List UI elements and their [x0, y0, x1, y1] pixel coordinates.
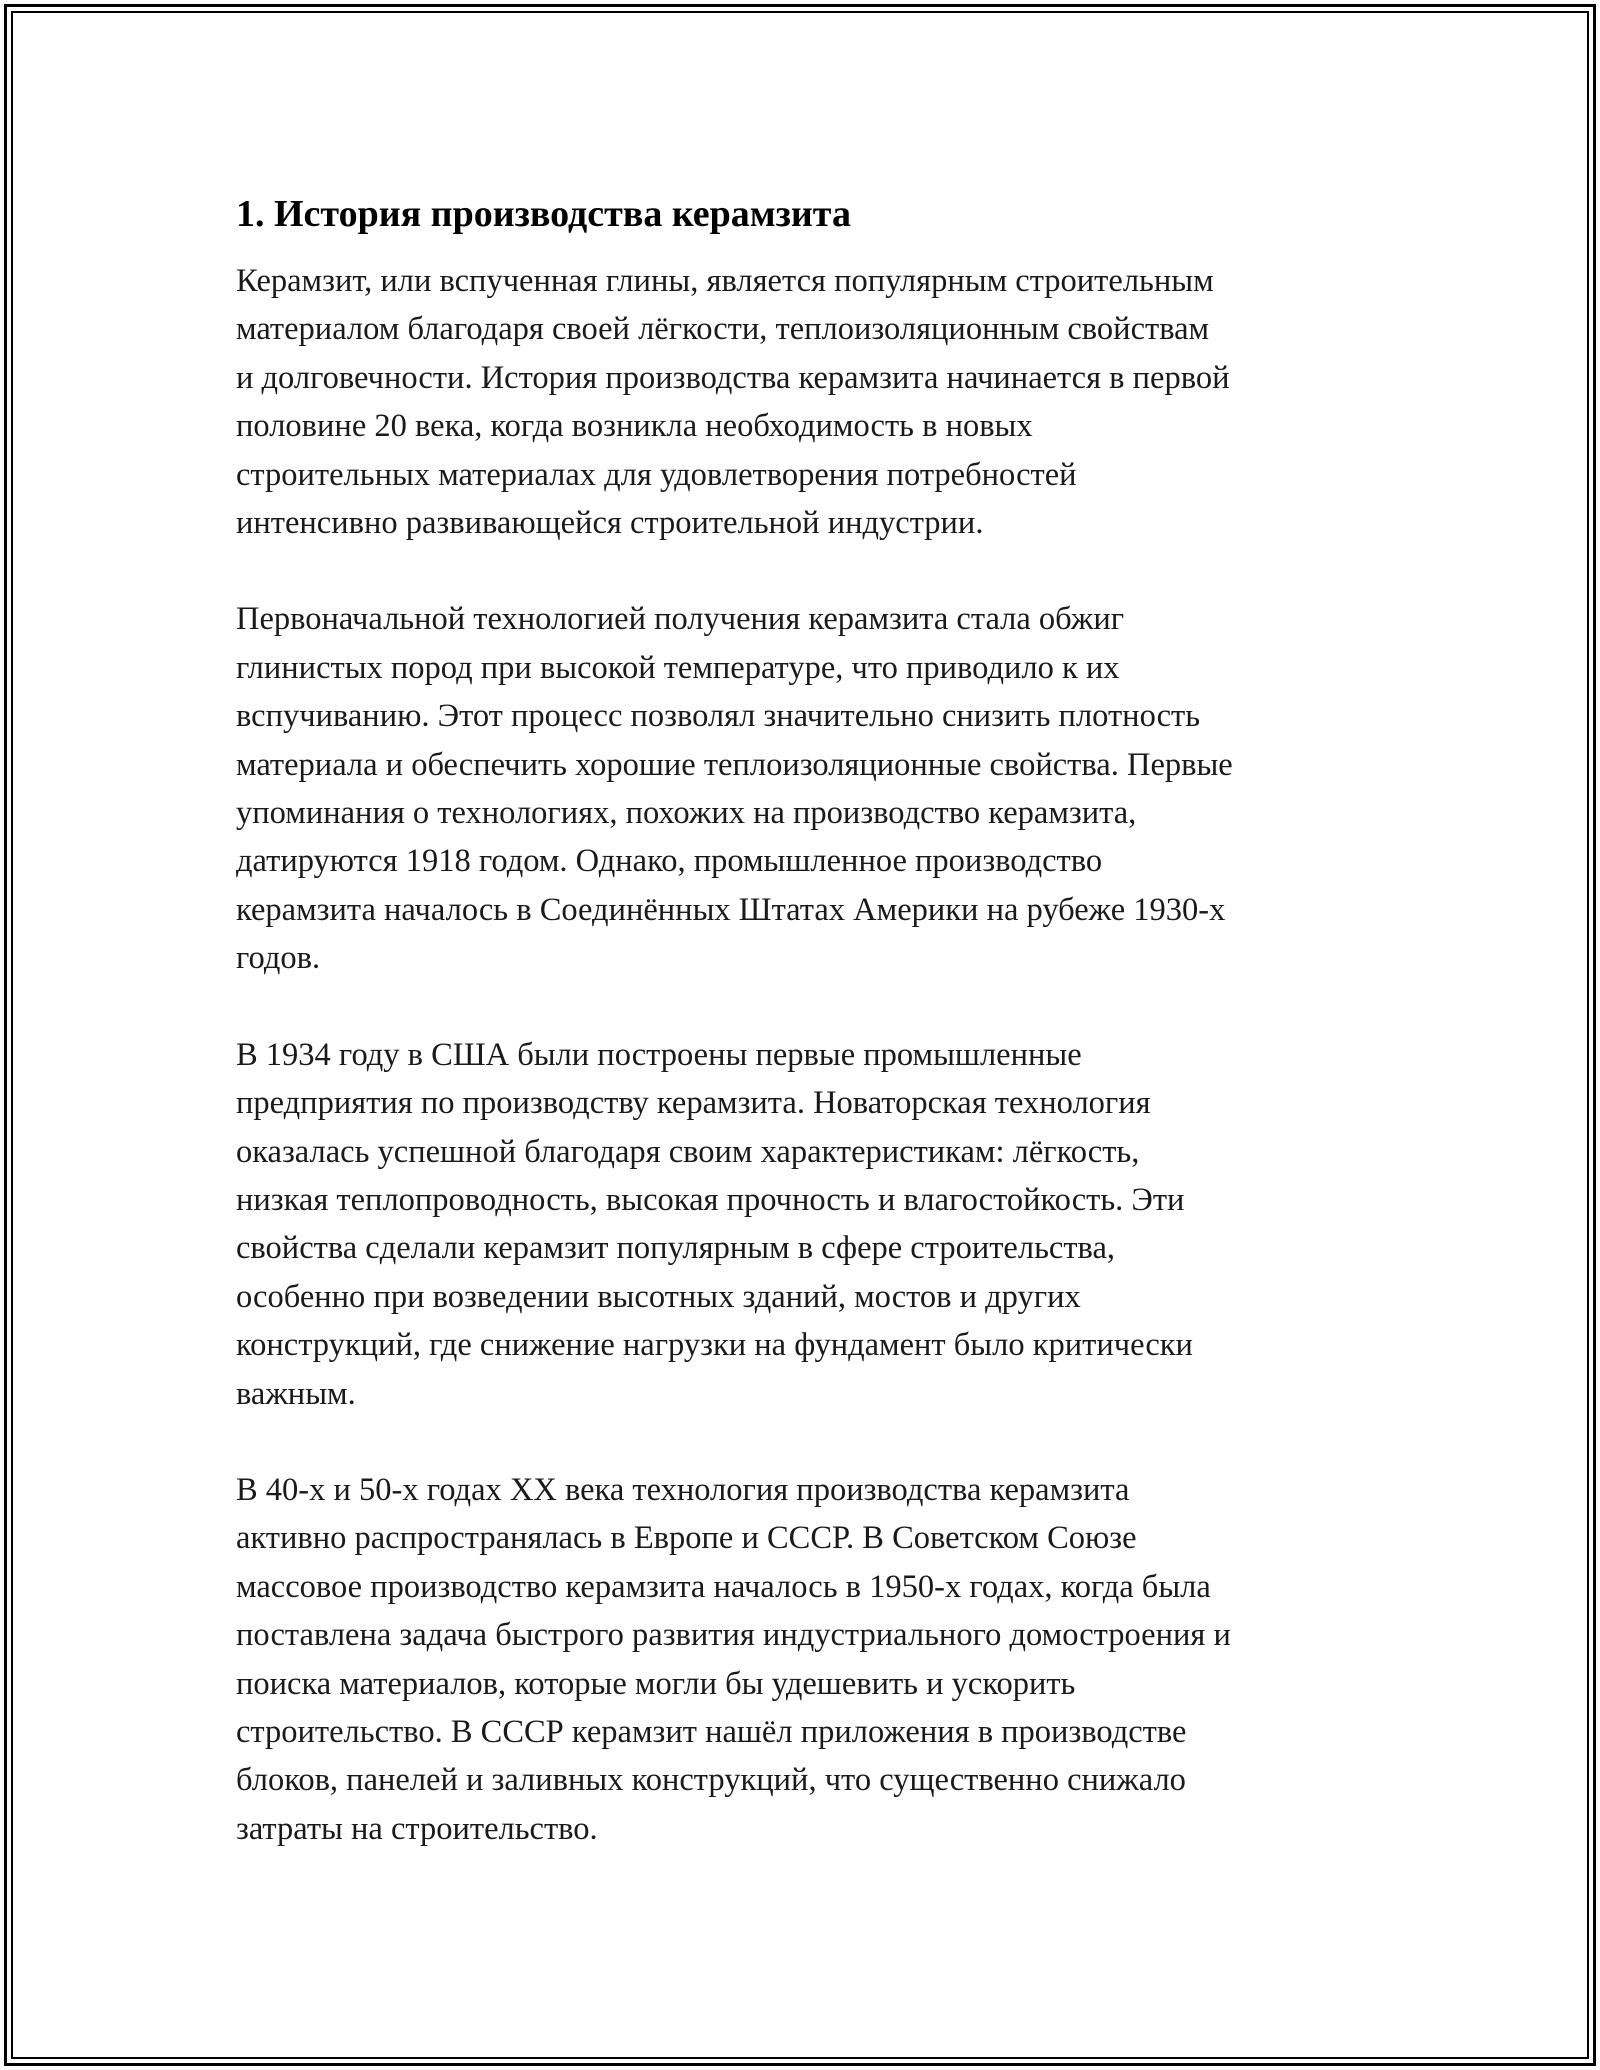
paragraph-2 — [236, 595, 1376, 982]
text-line: блоков, панелей и заливных конструкций, что существенно снижало — [236, 1762, 1186, 1799]
text-line: массовое производство керамзита началось в 1950-х годах, когда была — [236, 1568, 1211, 1605]
paragraph-3 — [236, 1031, 1376, 1418]
text-line: годов. — [236, 940, 321, 977]
text-line: упоминания о технологиях, похожих на производство керамзита, — [236, 795, 1137, 832]
text-line: материала и обеспечить хорошие теплоизоляционные свойства. Первые — [236, 746, 1233, 783]
section-title: 1. История производства керамзита — [236, 193, 851, 235]
text-line: и долговечности. История производства керамзита начинается в первой — [236, 359, 1230, 396]
text-line: свойства сделали керамзит популярным в сфере строительства, — [236, 1230, 1115, 1267]
text-line: В 40-х и 50-х годах XX века технология производства керамзита — [236, 1471, 1130, 1508]
paragraph-4 — [236, 1466, 1376, 1853]
text-line: материалом благодаря своей лёгкости, теплоизоляционным свойствам — [236, 311, 1210, 348]
text-line: затраты на строительство. — [236, 1810, 598, 1847]
text-line: оказалась успешной благодаря своим характеристикам: лёгкость, — [236, 1133, 1140, 1170]
text-line: поиска материалов, которые могли бы удешевить и ускорить — [236, 1665, 1076, 1702]
text-line: активно распространялась в Европе и СССР. В Советском Союзе — [236, 1520, 1137, 1557]
text-line: вспучиванию. Этот процесс позволял значительно снизить плотность — [236, 698, 1201, 735]
text-line: Первоначальной технологией получения керамзита стала обжиг — [236, 601, 1125, 638]
text-line: конструкций, где снижение нагрузки на фундамент было критически — [236, 1327, 1193, 1364]
text-line: половине 20 века, когда возникла необходимость в новых — [236, 408, 1033, 445]
paragraph-1 — [236, 257, 1376, 547]
text-line: керамзита началось в Соединённых Штатах Америки на рубеже 1930-х — [236, 891, 1226, 928]
text-line: низкая теплопроводность, высокая прочность и влагостойкость. Эти — [236, 1181, 1185, 1218]
text-line: особенно при возведении высотных зданий, мостов и других — [236, 1278, 1081, 1315]
text-line: глинистых пород при высокой температуре, что приводило к их — [236, 649, 1120, 686]
text-line: поставлена задача быстрого развития индустриального домостроения и — [236, 1617, 1231, 1654]
document-body — [236, 185, 1376, 1901]
text-line: предприятия по производству керамзита. Новаторская технология — [236, 1085, 1151, 1122]
text-line: строительство. В СССР керамзит нашёл приложения в производстве — [236, 1713, 1187, 1750]
text-line: датируются 1918 годом. Однако, промышленное производство — [236, 843, 1103, 880]
text-line: важным. — [236, 1375, 356, 1412]
text-line: строительных материалах для удовлетворения потребностей — [236, 456, 1077, 493]
text-line: Керамзит, или вспученная глины, является популярным строительным — [236, 263, 1214, 299]
text-line: В 1934 году в США были построены первые промышленные — [236, 1036, 1082, 1073]
text-line: интенсивно развивающейся строительной индустрии. — [236, 505, 984, 542]
